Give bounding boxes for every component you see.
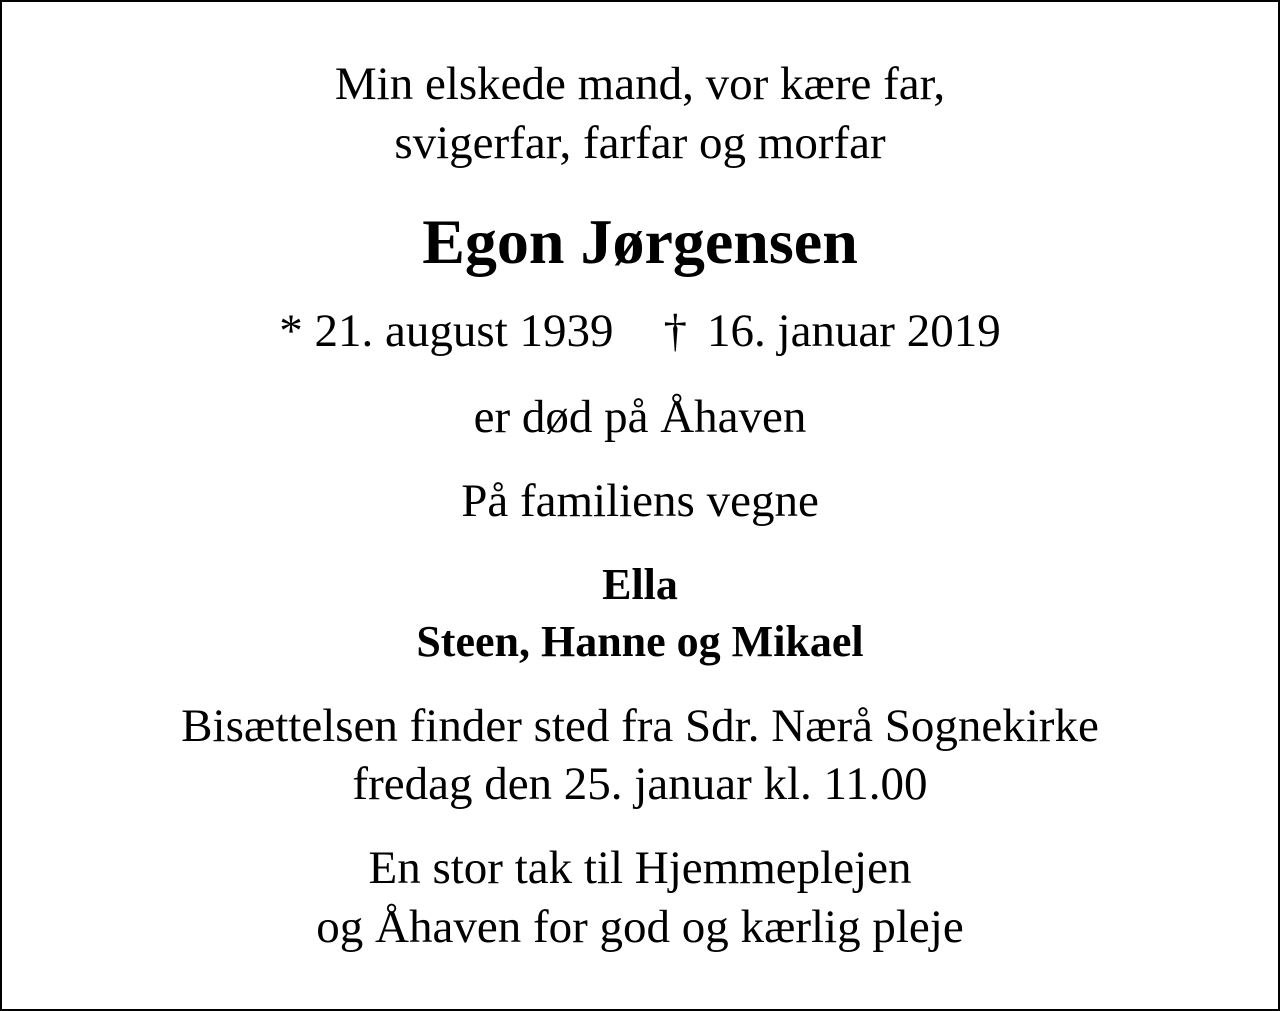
deceased-name: Egon Jørgensen: [422, 206, 858, 277]
thanks-line-1: En stor tak til Hjemmeplejen: [368, 842, 912, 894]
death-date: 16. januar 2019: [707, 305, 1001, 357]
funeral-line-1: Bisættelsen finder sted fra Sdr. Nærå Sognekirke: [181, 700, 1099, 752]
place-of-death: er død på Åhaven: [473, 391, 807, 443]
intro-line-2: svigerfar, farfar og morfar: [394, 117, 886, 169]
death-cross-icon: †: [663, 305, 688, 357]
signatory-line-1: Ella: [602, 560, 678, 609]
signatory-line-2: Steen, Hanne og Mikael: [416, 617, 864, 666]
family-intro: På familiens vegne: [461, 475, 819, 527]
birth-date: * 21. august 1939: [279, 305, 614, 357]
funeral-line-2: fredag den 25. januar kl. 11.00: [352, 758, 928, 810]
intro-line-1: Min elskede mand, vor kære far,: [334, 58, 946, 110]
life-dates: [2, 305, 1278, 357]
thanks-line-2: og Åhaven for god og kærlig pleje: [316, 901, 964, 953]
